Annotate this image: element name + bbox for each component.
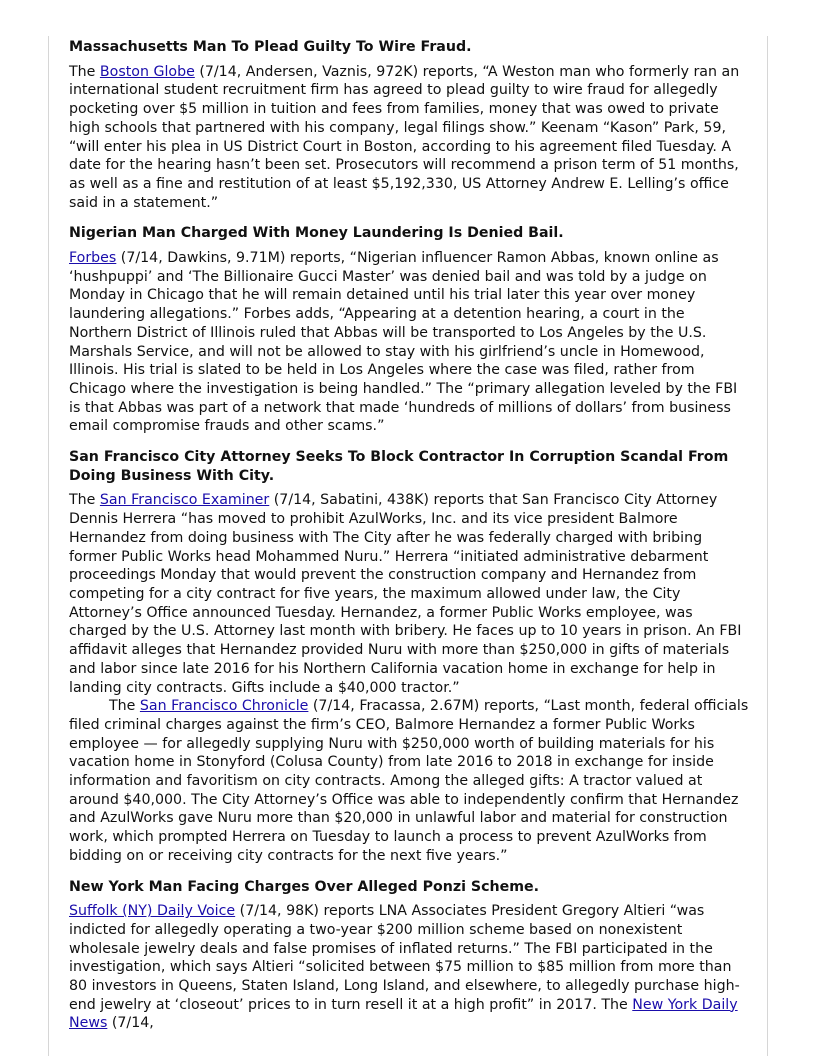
paragraph-text: (7/14, Fracassa, 2.67M) reports, “Last month, federal officials filed criminal charges against the firm’s CEO, Balmore Hernandez a former Public Works employee — for allegedly supplying Nuru with $250,000 worth of building materials for his vacation home in Stonyford (Colusa County) from late 2016 to 2018 in exchange for inside information and favoritism on city contracts. Among the alleged gifts: A tractor valued at around $40,000. The City Attorney’s Office was able to independently confirm that Hernandez and AzulWorks gave Nuru more than $20,000 in unlawful labor and material for construction work, which prompted Herrera on Tuesday to launch a process to prevent AzulWorks from bidding on or receiving city contracts for the next five years.” (69, 698, 749, 864)
article-spacer (69, 212, 749, 224)
article-paragraph (69, 249, 749, 436)
article-san-francisco-contractor (69, 448, 749, 865)
paragraph-text: (7/14, Sabatini, 438K) reports that San Francisco City Attorney Dennis Herrera “has moved to prohibit AzulWorks, Inc. and its vice president Balmore Hernandez from doing business with The City after he was federally charged with bribing former Public Works head Mohammed Nuru.” Herrera “initiated administrative debarment proceedings Monday that would prevent the construction company and Hernandez from competing for a city contract for five years, the maximum allowed under law, the City Attorney’s Office announced Tuesday. Hernandez, a former Public Works employee, was charged by the U.S. Attorney last month with bribery. He faces up to 10 years in prison. An FBI affidavit alleges that Hernandez provided Nuru with more than $250,000 in gifts of materials and labor since late 2016 for his Northern California vacation home in exchange for help in landing city contracts. Gifts include a $40,000 tractor.” (69, 492, 742, 696)
paragraph-text: (7/14, Andersen, Vaznis, 972K) reports, “A Weston man who formerly ran an international student recruitment firm has agreed to plead guilty to wire fraud for allegedly pocketing over $5 million in tuition and fees from families, money that was owed to private high schools that partnered with his company, legal filings show.” Keenam “Kason” Park, 59, “will enter his plea in US District Court in Boston, according to his agreement filed Tuesday. A date for the hearing hasn’t been set. Prosecutors will recommend a prison term of 51 months, as well as a fine and restitution of at least $5,192,330, US Attorney Andrew E. Lelling’s office said in a statement.” (69, 63, 740, 211)
article-headline: San Francisco City Attorney Seeks To Block Contractor In Corruption Scandal From Doing Business With City. (69, 449, 729, 484)
paragraph-lead: The (69, 63, 100, 80)
paragraph-text-continued: (7/14, (107, 1015, 154, 1032)
article-headline: New York Man Facing Charges Over Alleged Ponzi Scheme. (69, 878, 540, 895)
paragraph-lead: The (69, 492, 100, 509)
paragraph-text: (7/14, 98K) reports LNA Associates President Gregory Altieri “was indicted for allegedly operating a two-year $200 million scheme based on nonexistent wholesale jewelry deals and false promises of inflated returns.” The FBI participated in the investigation, which says Altieri “solicited between $75 million to $85 million from more than 80 investors in Queens, Staten Island, Long Island, and elsewhere, to allegedly purchase high-end jewelry at ‘closeout’ prices to in turn resell it at a high profit” in 2017. The (69, 903, 740, 1013)
article-spacer (69, 436, 749, 448)
document-page (48, 36, 768, 1056)
source-link-san-francisco-chronicle[interactable]: San Francisco Chronicle (139, 698, 309, 715)
article-headline: Massachusetts Man To Plead Guilty To Wire Fraud. (69, 39, 472, 55)
article-paragraph (69, 902, 749, 1033)
article-paragraph (69, 697, 749, 865)
article-paragraph (69, 63, 749, 213)
source-link-boston-globe[interactable]: Boston Globe (99, 63, 195, 80)
source-link-forbes[interactable]: Forbes (69, 250, 117, 267)
paragraph-lead: The (109, 698, 140, 715)
article-headline: Nigerian Man Charged With Money Laundering Is Denied Bail. (69, 225, 564, 242)
source-link-suffolk-daily-voice[interactable]: Suffolk (NY) Daily Voice (69, 903, 236, 920)
article-paragraph (69, 491, 749, 697)
article-spacer (69, 866, 749, 878)
article-nigerian-money-laundering (69, 224, 749, 436)
source-link-san-francisco-examiner[interactable]: San Francisco Examiner (99, 492, 270, 509)
article-massachusetts-wire-fraud (69, 38, 749, 212)
paragraph-text: (7/14, Dawkins, 9.71M) reports, “Nigerian influencer Ramon Abbas, known online as ‘hushpuppi’ and ‘The Billionaire Gucci Master’ was denied bail and was told by a judge on Monday in Chicago that he will remain detained until his trial later this year over money laundering allegations.” Forbes adds, “Appearing at a detention hearing, a court in the Northern District of Illinois ruled that Abbas will be transported to Los Angeles by the U.S. Marshals Service, and will not be allowed to stay with his girlfriend’s uncle in Homewood, Illinois. His trial is slated to be held in Los Angeles where the case was filed, rather from Chicago where the investigation is being handled.” The “primary allegation leveled by the FBI is that Abbas was part of a network that made ‘hundreds of millions of dollars’ from business email compromise frauds and other scams.” (69, 250, 738, 435)
news-content (69, 38, 749, 1033)
article-new-york-ponzi-scheme (69, 878, 749, 1034)
source-link-new-york-daily-news[interactable]: New York Daily News (69, 996, 738, 1032)
